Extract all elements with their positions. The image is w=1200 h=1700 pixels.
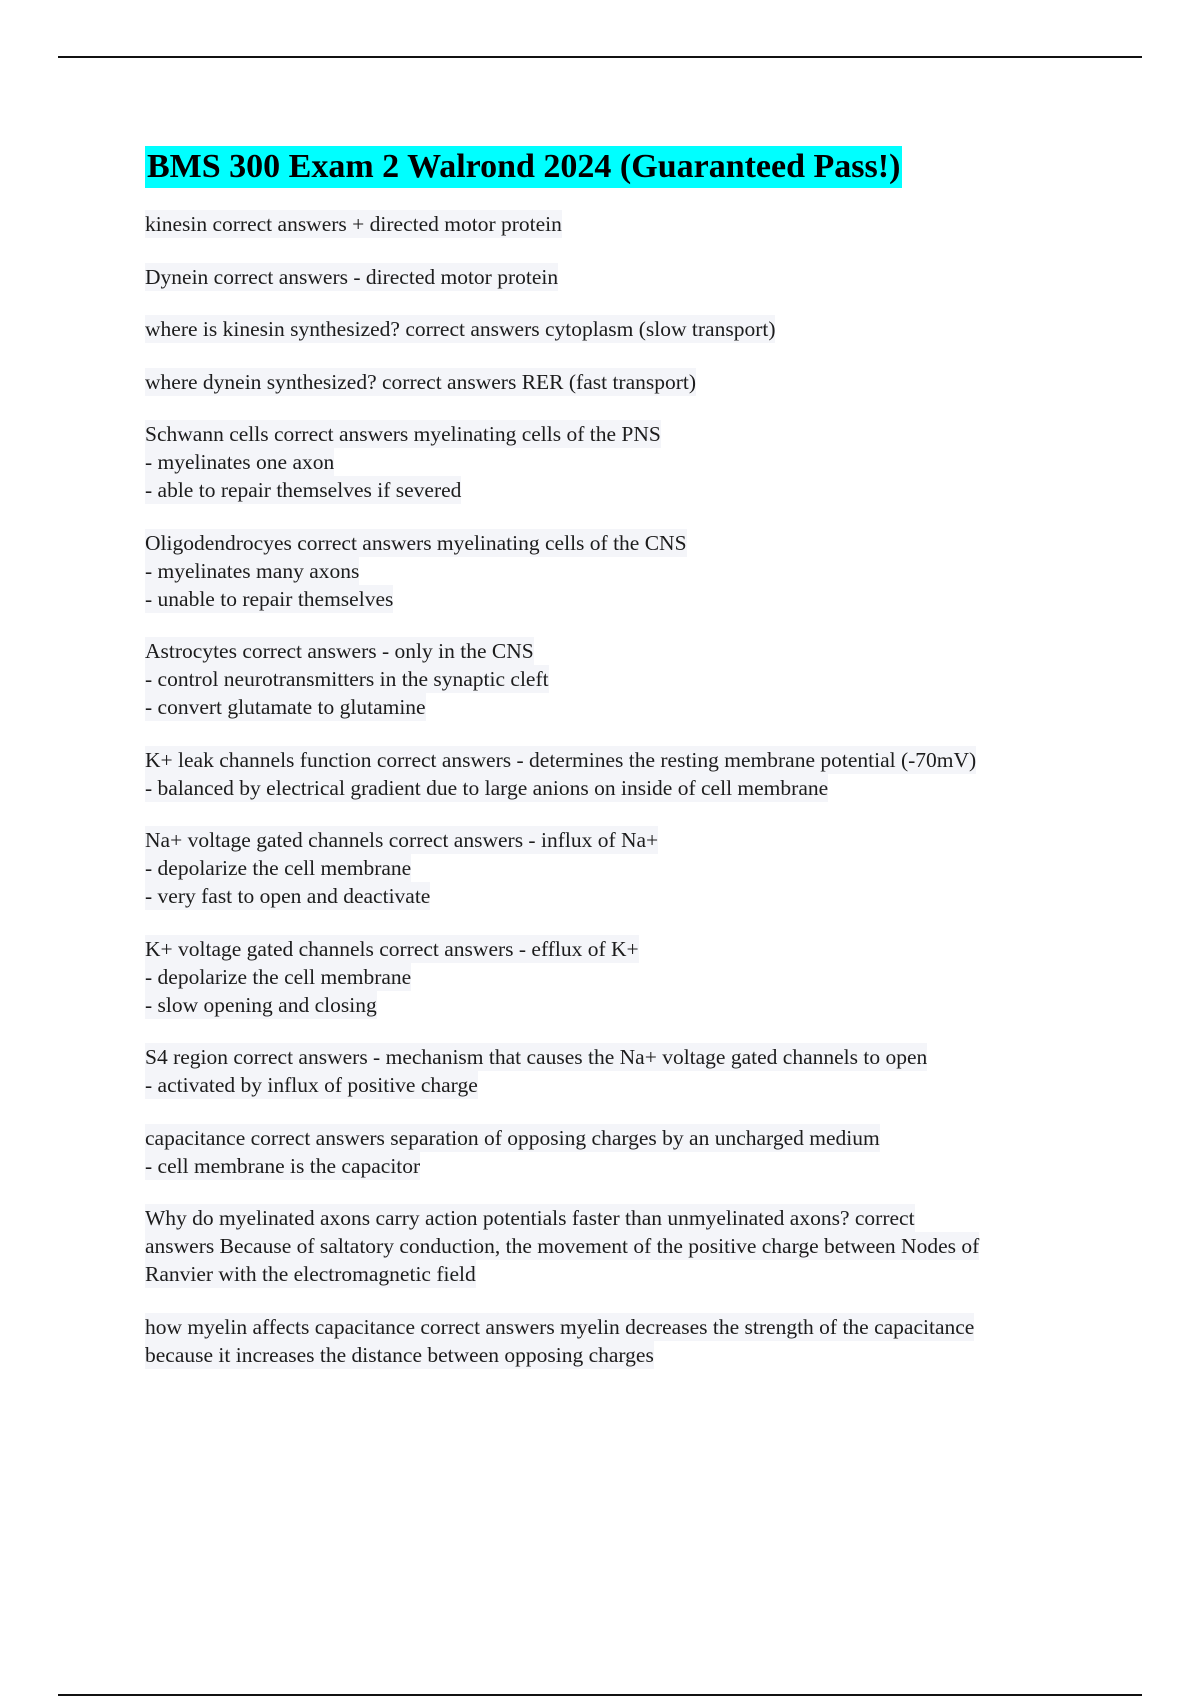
header-rule (58, 56, 1142, 58)
qa-entry (145, 263, 1105, 291)
qa-question-line: Na+ voltage gated channels correct answers - influx of Na+ (145, 828, 659, 852)
qa-question-line: S4 region correct answers - mechanism that causes the Na+ voltage gated channels to open (145, 1045, 928, 1069)
qa-entry (145, 746, 1105, 802)
qa-question-line: where is kinesin synthesized? correct answers cytoplasm (slow transport) (145, 317, 776, 341)
qa-answer-line: - depolarize the cell membrane (145, 856, 412, 880)
qa-answer-line: Ranvier with the electromagnetic field (145, 1262, 476, 1286)
qa-question-line: capacitance correct answers separation of opposing charges by an uncharged medium (145, 1125, 880, 1150)
qa-answer-line: - depolarize the cell membrane (145, 964, 412, 989)
qa-entry (145, 1313, 1105, 1369)
qa-entry (145, 935, 1105, 1019)
qa-answer-line: - convert glutamate to glutamine (145, 695, 426, 719)
qa-answer-line: - balanced by electrical gradient due to large anions on inside of cell membrane (145, 775, 829, 800)
qa-question-line: Schwann cells correct answers myelinating cells of the PNS (145, 422, 661, 446)
qa-answer-line: - activated by influx of positive charge (145, 1073, 478, 1097)
qa-answer-line: - able to repair themselves if severed (145, 478, 462, 502)
qa-question-line: Astrocytes correct answers - only in the CNS (145, 639, 534, 663)
qa-question-line: where dynein synthesized? correct answers RER (fast transport) (145, 369, 697, 394)
qa-entry (145, 826, 1105, 910)
qa-entry (145, 315, 1105, 343)
qa-answer-line: - control neurotransmitters in the synaptic cleft (145, 667, 549, 691)
qa-entry (145, 637, 1105, 721)
qa-answer-line: - unable to repair themselves (145, 586, 394, 611)
qa-list (145, 210, 1105, 1369)
qa-entry (145, 1124, 1105, 1180)
qa-question-line: how myelin affects capacitance correct answers myelin decreases the strength of the capacitance (145, 1314, 975, 1339)
qa-question-line: kinesin correct answers + directed motor protein (145, 212, 562, 236)
qa-answer-line: - myelinates many axons (145, 558, 360, 583)
qa-answer-line: answers Because of saltatory conduction, the movement of the positive charge between Nodes of (145, 1234, 980, 1258)
footer-rule (58, 1694, 1142, 1696)
qa-question-line: Why do myelinated axons carry action potentials faster than unmyelinated axons? correct (145, 1206, 915, 1230)
qa-entry (145, 210, 1105, 238)
qa-entry (145, 420, 1105, 504)
qa-entry (145, 529, 1105, 613)
qa-answer-line: - cell membrane is the capacitor (145, 1153, 421, 1178)
qa-answer-line: - slow opening and closing (145, 992, 377, 1017)
qa-question-line: K+ voltage gated channels correct answers - efflux of K+ (145, 936, 639, 961)
qa-answer-line: - myelinates one axon (145, 450, 335, 474)
qa-answer-line: - very fast to open and deactivate (145, 884, 431, 908)
qa-answer-line: because it increases the distance between opposing charges (145, 1342, 654, 1367)
qa-question-line: Dynein correct answers - directed motor protein (145, 264, 559, 289)
qa-entry (145, 368, 1105, 396)
qa-question-line: Oligodendrocyes correct answers myelinating cells of the CNS (145, 530, 687, 555)
qa-entry (145, 1043, 1105, 1099)
document-body (145, 146, 1105, 1393)
document-title: BMS 300 Exam 2 Walrond 2024 (Guaranteed Pass!) (145, 146, 902, 188)
qa-entry (145, 1204, 1105, 1288)
qa-question-line: K+ leak channels function correct answers - determines the resting membrane potential (-70mV) (145, 747, 977, 772)
